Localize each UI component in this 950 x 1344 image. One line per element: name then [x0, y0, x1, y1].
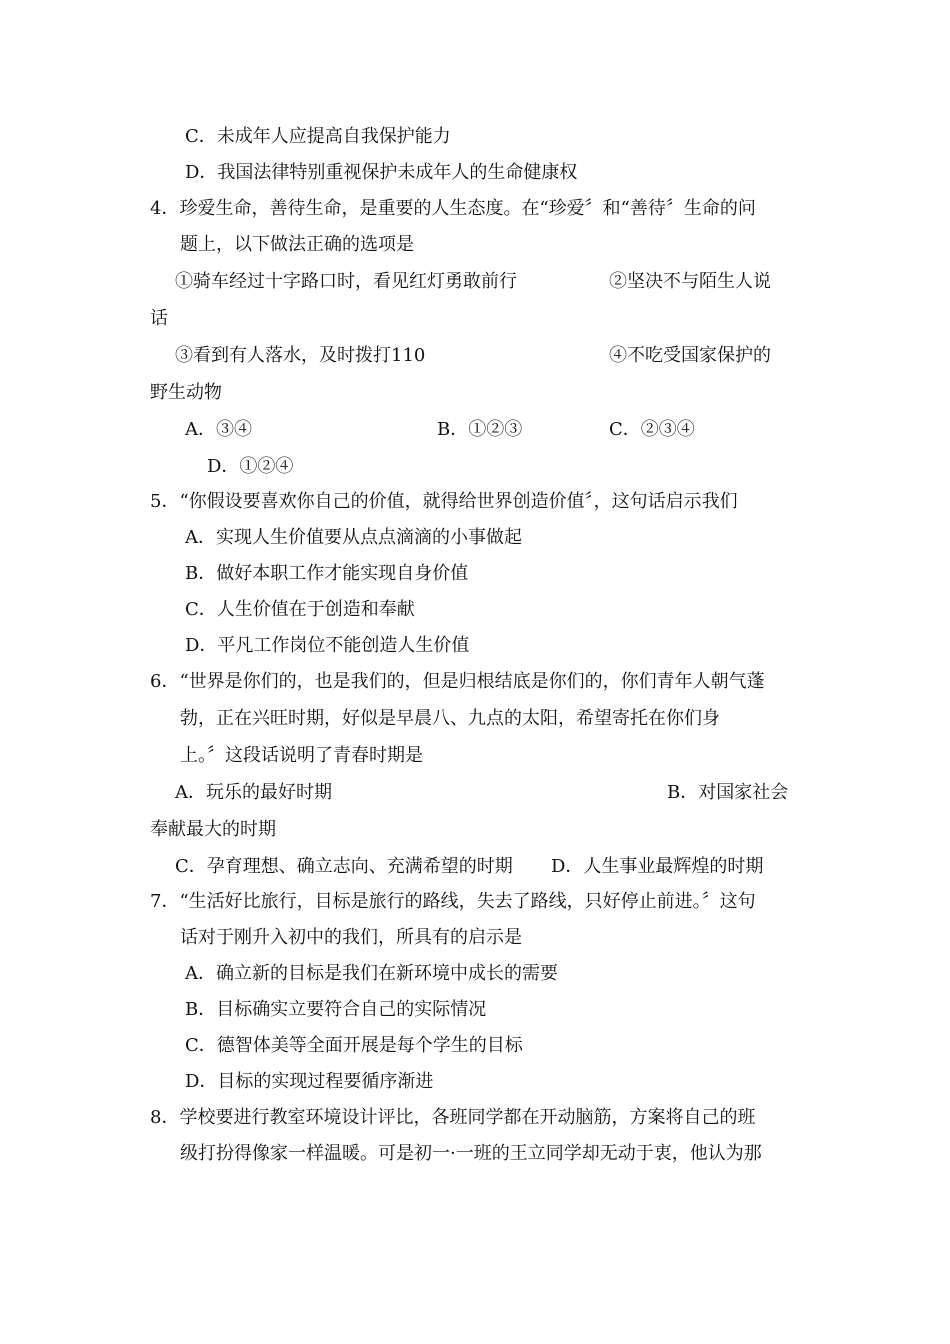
- q5-stem: 5．“你假设要喜欢你自己的价值，就得给世界创造价值〞，这句话启示我们: [150, 491, 738, 512]
- q4-option-d: D．①②④: [207, 456, 294, 477]
- q7-option-c: C．德智体美等全面开展是每个学生的目标: [185, 1035, 523, 1056]
- q4-item-2: ②坚决不与陌生人说: [609, 271, 771, 292]
- q5-option-a: A．实现人生价值要从点点滴滴的小事做起: [185, 527, 522, 548]
- q6-option-d: D．人生事业最辉煌的时期: [551, 856, 764, 877]
- q5-option-c: C．人生价值在于创造和奉献: [185, 599, 415, 620]
- q6-option-c: C．孕育理想、确立志向、充满希望的时期: [175, 856, 513, 877]
- q4-option-b: B．①②③: [437, 419, 523, 440]
- q4-item-1: ①骑车经过十字路口时，看见红灯勇敢前行: [175, 271, 517, 292]
- q6-option-a: A．玩乐的最好时期: [175, 782, 332, 803]
- q4-stem-line-1: 4．珍爱生命，善待生命，是重要的人生态度。在“珍爱〞和“善待〞生命的问: [150, 198, 756, 219]
- q7-option-b: B．目标确实立要符合自己的实际情况: [185, 999, 487, 1020]
- q8-stem-line-1: 8．学校要进行教室环境设计评比，各班同学都在开动脑筋，方案将自己的班: [150, 1107, 756, 1128]
- q7-stem-line-1: 7．“生活好比旅行，目标是旅行的路线，失去了路线，只好停止前进。〞这句: [150, 891, 756, 912]
- q4-item-2-wrap: 话: [150, 308, 168, 329]
- q6-stem-line-3: 上。〞这段话说明了青春时期是: [180, 745, 423, 766]
- q5-option-d: D．平凡工作岗位不能创造人生价值: [185, 635, 470, 656]
- q8-stem-line-2: 级打扮得像家一样温暖。可是初一·一班的王立同学却无动于衷，他认为那: [180, 1143, 762, 1164]
- q4-option-c: C．②③④: [609, 419, 695, 440]
- q5-option-b: B．做好本职工作才能实现自身价值: [185, 563, 469, 584]
- q4-item-3: ③看到有人落水，及时拨打110: [175, 345, 426, 366]
- q7-option-d: D．目标的实现过程要循序渐进: [185, 1071, 434, 1092]
- q4-item-4-wrap: 野生动物: [150, 382, 222, 403]
- q4-item-4: ④不吃受国家保护的: [609, 345, 771, 366]
- q6-stem-line-1: 6．“世界是你们的，也是我们的，但是归根结底是你们的，你们青年人朝气蓬: [150, 671, 765, 692]
- q6-option-b-wrap: 奉献最大的时期: [150, 819, 276, 840]
- q4-stem-line-2: 题上，以下做法正确的选项是: [180, 234, 414, 255]
- q7-stem-line-2: 话对于刚升入初中的我们，所具有的启示是: [180, 927, 522, 948]
- q7-option-a: A．确立新的目标是我们在新环境中成长的需要: [185, 963, 558, 984]
- q3-option-c: C．未成年人应提高自我保护能力: [185, 126, 451, 147]
- q3-option-d: D．我国法律特别重视保护未成年人的生命健康权: [185, 162, 578, 183]
- q6-stem-line-2: 勃，正在兴旺时期，好似是早晨八、九点的太阳，希望寄托在你们身: [180, 708, 720, 729]
- q4-option-a: A．③④: [185, 419, 252, 440]
- q6-option-b: B．对国家社会: [667, 782, 789, 803]
